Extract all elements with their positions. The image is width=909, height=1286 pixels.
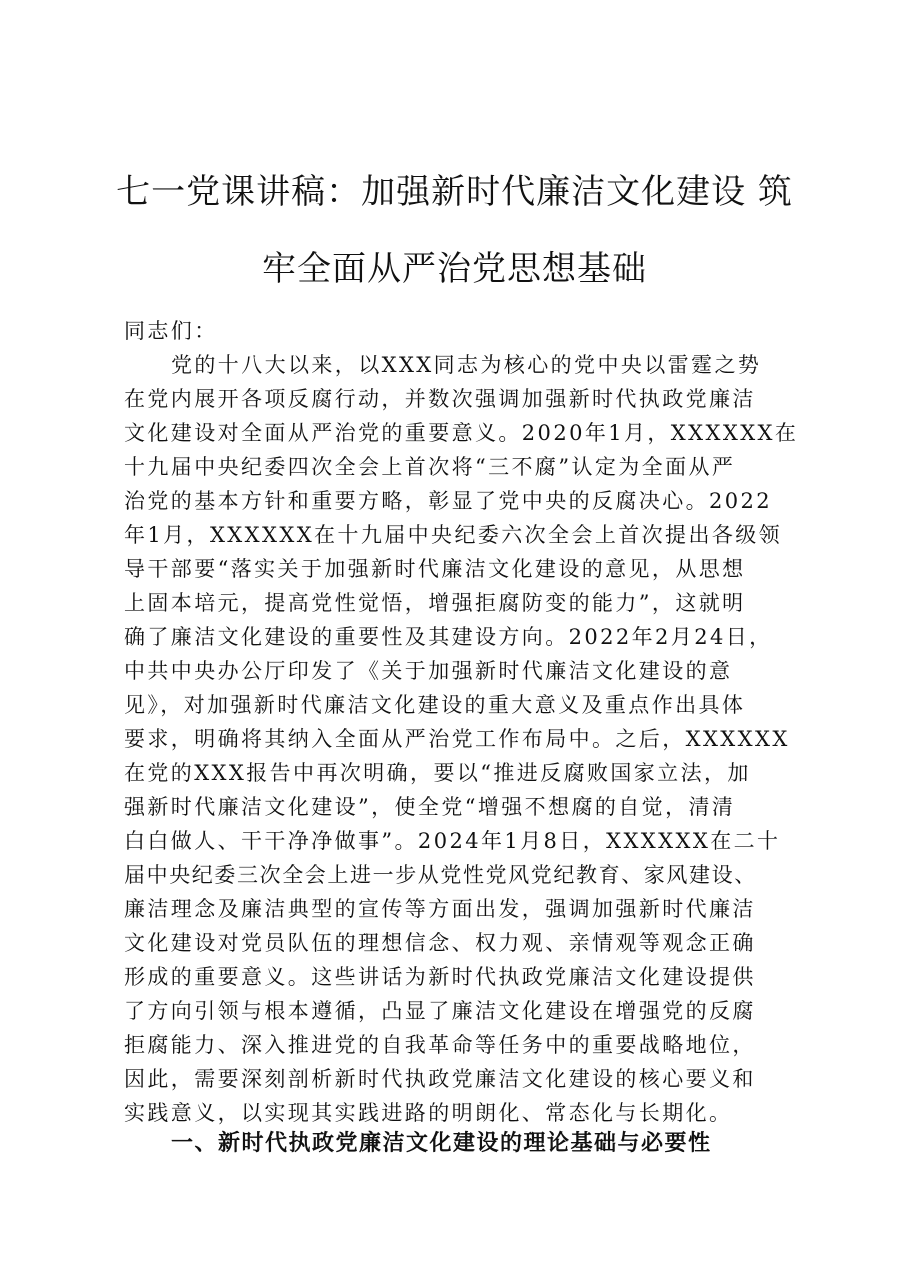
body-line: 要求，明确将其纳入全面从严治党工作布局中。之后，XXXXXX	[124, 727, 790, 751]
body-line: 党的十八大以来，以XXX同志为核心的党中央以雷霆之势	[171, 353, 762, 377]
body-line: 导干部要“落实关于加强新时代廉洁文化建设的意见，从思想	[124, 557, 746, 581]
document-title-line-1: 七一党课讲稿：加强新时代廉洁文化建设 筑	[116, 172, 793, 212]
body-line: 中共中央办公厅印发了《关于加强新时代廉洁文化建设的意	[124, 659, 733, 683]
body-line: 拒腐能力、深入推进党的自我革命等任务中的重要战略地位，	[124, 1033, 756, 1057]
body-line: 上固本培元，提高党性觉悟，增强拒腐防变的能力”，这就明	[124, 591, 746, 615]
body-line: 文化建设对全面从严治党的重要意义。2020年1月，XXXXXX在	[124, 421, 799, 445]
body-line: 见》，对加强新时代廉洁文化建设的重大意义及重点作出具体	[124, 693, 746, 717]
salutation: 同志们：	[124, 319, 218, 343]
body-line: 年1月，XXXXXX在十九届中央纪委六次全会上首次提出各级领	[124, 523, 783, 547]
body-line: 十九届中央纪委四次全会上首次将“三不腐”认定为全面从严	[124, 455, 736, 479]
body-line: 确了廉洁文化建设的重要性及其建设方向。2022年2月24日，	[124, 625, 773, 649]
body-line: 形成的重要意义。这些讲话为新时代执政党廉洁文化建设提供	[124, 965, 756, 989]
body-line: 白白做人、干干净净做事”。2024年1月8日，XXXXXX在二十	[124, 829, 781, 853]
body-line: 因此，需要深刻剖析新时代执政党廉洁文化建设的核心要义和	[124, 1067, 756, 1091]
body-line: 在党内展开各项反腐行动，并数次强调加强新时代执政党廉洁	[124, 387, 756, 411]
body-line: 在党的XXX报告中再次明确，要以“推进反腐败国家立法，加	[124, 761, 751, 785]
body-line: 届中央纪委三次全会上进一步从党性党风党纪教育、家风建设、	[124, 863, 757, 887]
body-line: 强新时代廉洁文化建设”，使全党“增强不想腐的自觉，清清	[124, 795, 736, 819]
body-line: 治党的基本方针和重要方略，彰显了党中央的反腐决心。2022	[124, 489, 773, 513]
body-line: 廉洁理念及廉洁典型的宣传等方面出发，强调加强新时代廉洁	[124, 897, 756, 921]
document-title-line-2: 牢全面从严治党思想基础	[262, 249, 647, 289]
body-line: 实践意义，以实现其实践进路的明朗化、常态化与长期化。	[124, 1101, 733, 1125]
body-line: 了方向引领与根本遵循，凸显了廉洁文化建设在增强党的反腐	[124, 999, 756, 1023]
section-heading: 一、新时代执政党廉洁文化建设的理论基础与必要性	[171, 1131, 712, 1156]
body-line: 文化建设对党员队伍的理想信念、权力观、亲情观等观念正确	[124, 931, 756, 955]
